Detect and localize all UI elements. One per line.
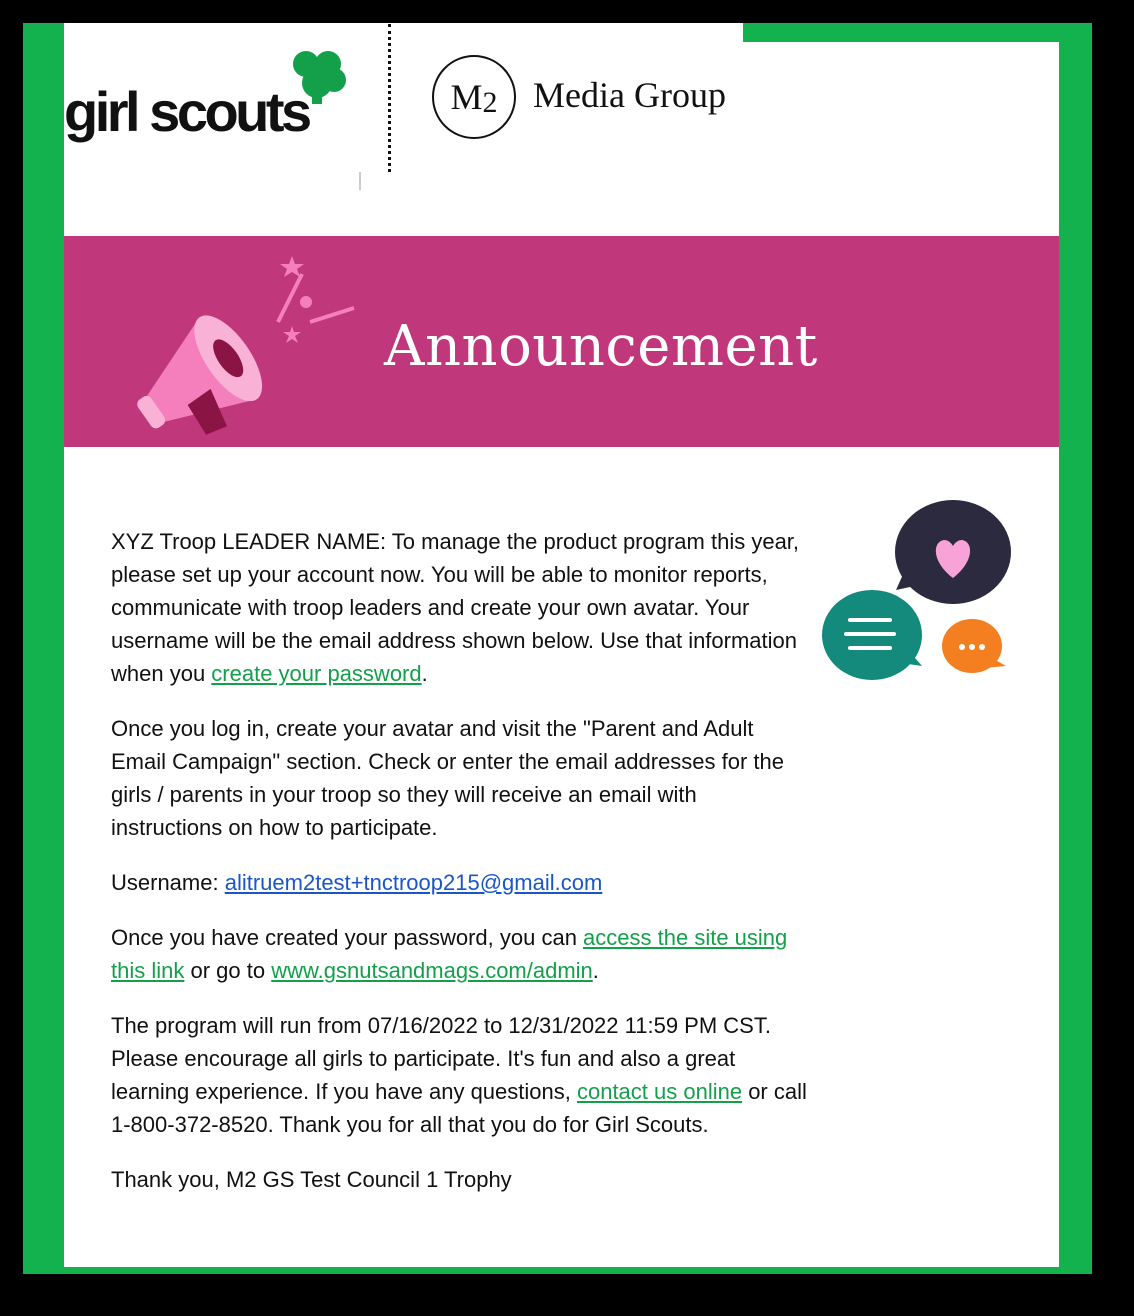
m2-logo-letter: M [450, 77, 483, 117]
admin-site-link[interactable]: www.gsnutsandmags.com/admin [271, 958, 593, 983]
megaphone-icon [110, 244, 380, 444]
girl-scouts-logo [64, 50, 354, 150]
intro-text: XYZ Troop LEADER NAME: To manage the product program this year, please set up your account now. You will be able to monitor reports, communicate with troop leaders and create your own avatar. Your username will be the email address shown below. Use that information when you [111, 529, 800, 686]
access-site-link[interactable]: access the site using this link [111, 925, 788, 983]
email-body [111, 525, 811, 1218]
paragraph-program [111, 1009, 811, 1141]
logo-divider [388, 24, 391, 172]
contact-us-link[interactable]: contact us online [576, 1079, 743, 1104]
access-mid: or go to [184, 958, 272, 983]
media-group-wordmark: Media Group [533, 75, 726, 115]
girl-scouts-wordmark: girl scouts [64, 80, 309, 143]
program-end: or call 1-800-372-8520. Thank you for all that you do for Girl Scouts. [111, 1079, 807, 1137]
username-label: Username: [111, 870, 225, 895]
announcement-banner [64, 236, 1059, 447]
divider-mark [359, 172, 361, 190]
banner-title: Announcement [384, 314, 818, 379]
paragraph-username [111, 866, 811, 899]
m2-logo-sub: 2 [482, 86, 498, 119]
access-text: Once you have created your password, you can [111, 925, 584, 950]
paragraph-access [111, 921, 811, 987]
paragraph-avatar: Once you log in, create your avatar and visit the "Parent and Adult Email Campaign" section. Check or enter the email addresses for the girls / parents in your troop so they will receive an email with instructions on how to participate. [111, 716, 785, 840]
paragraph-intro [111, 525, 811, 690]
m2-logo [432, 55, 516, 139]
program-text: The program will run from 07/16/2022 to 12/31/2022 11:59 PM CST. Please encourage all girls to participate. It's fun and also a great learning experience. If you have any questions, [111, 1013, 771, 1104]
username-email-link[interactable]: alitruem2test+tnctroop215@gmail.com [224, 870, 603, 895]
header-strip [64, 23, 743, 42]
access-end: . [592, 958, 599, 983]
intro-end: . [421, 661, 428, 686]
create-password-link[interactable]: create your password [211, 661, 422, 686]
paragraph-signoff: Thank you, M2 GS Test Council 1 Trophy [111, 1167, 512, 1192]
chat-bubbles-icon [820, 500, 1020, 685]
